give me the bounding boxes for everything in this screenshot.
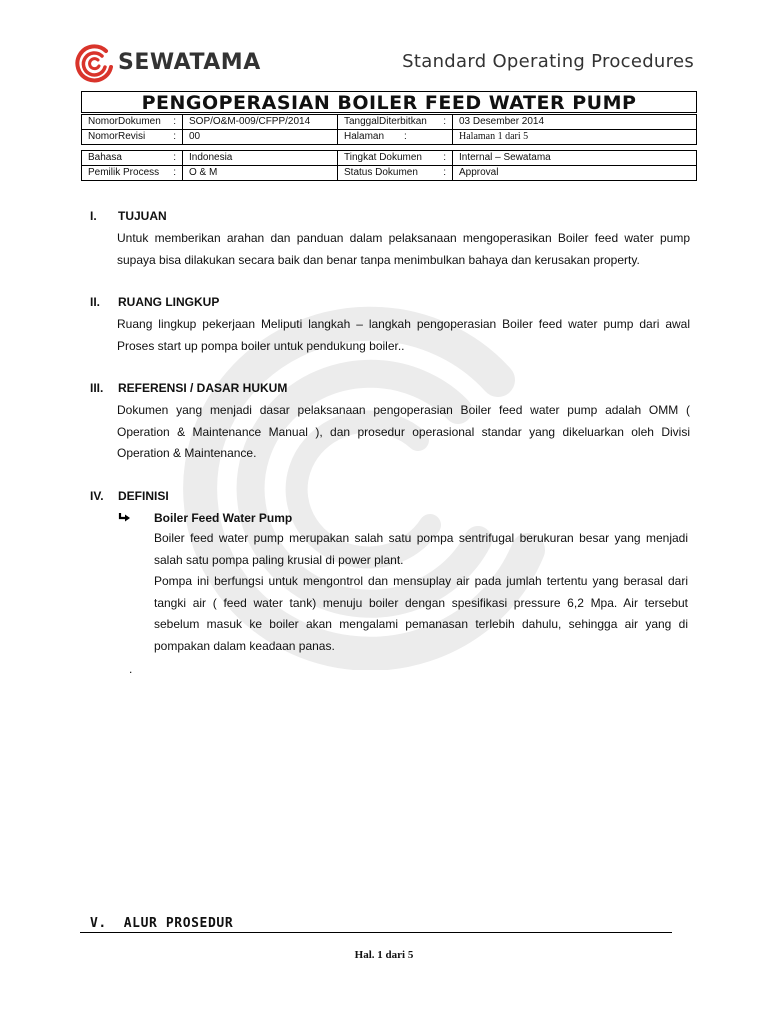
footer-divider [80,932,672,933]
halaman-value: Halaman 1 dari 5 [453,130,697,145]
page-number: Hal. 1 dari 5 [354,949,414,961]
definition-item-title: Boiler Feed Water Pump [154,511,293,525]
meta-cell: Bahasa : [82,151,183,166]
tingkat-label: Tingkat Dokumen [344,152,422,163]
section-2-number: II. [90,295,101,309]
section-3-title: REFERENSI / DASAR HUKUM [118,381,288,395]
status-value: Approval [453,166,697,181]
meta-cell: NomorRevisi : [82,130,183,145]
trailing-dot: . [129,662,133,676]
metadata-table-bottom [81,150,697,181]
nomor-dokumen-label: NomorDokumen [88,116,161,127]
status-label: Status Dokumen [344,167,418,178]
section-3-number: III. [90,381,104,395]
bahasa-label: Bahasa [88,152,122,163]
pemilik-value: O & M [183,166,338,181]
section-3-text: Dokumen yang menjadi dasar pelaksanaan pengoperasian Boiler feed water pump adalah OMM ( Operation & Maintenance Manual ), dan prosedur operasional standar yang dikeluarkan oleh Divisi Operation & Maintenance. [117,403,690,460]
document-type-heading: Standard Operating Procedures [402,51,694,72]
metadata-table-top [81,114,697,145]
meta-cell: Pemilik Process : [82,166,183,181]
meta-cell: TanggalDiterbitkan : [338,115,453,130]
halaman-label: Halaman [344,131,385,142]
nomor-dokumen-value: SOP/O&M-009/CFPP/2014 [183,115,338,130]
section-1-title: TUJUAN [118,209,167,223]
section-2-title: RUANG LINGKUP [118,295,220,309]
definition-paragraph-2: Pompa ini berfungsi untuk mengontrol dan mensuplay air pada jumlah tertentu yang berasal dari tangki air ( feed water tank) menuju boiler dengan spesifikasi pressure 6,2 Mpa. Air tersebut sebelum masuk ke boiler akan mengalami pemanasan terlebih dahulu, sehingga air yang di pompakan dalam keadaan panas. [154,574,688,653]
nomor-revisi-value: 00 [183,130,338,145]
nomor-revisi-label: NomorRevisi [88,131,146,142]
tingkat-value: Internal – Sewatama [453,151,697,166]
tanggal-value: 03 Desember 2014 [453,115,697,130]
meta-cell: Halaman : [338,130,453,145]
arrow-bullet-icon [118,512,131,524]
bahasa-value: Indonesia [183,151,338,166]
meta-cell: Status Dokumen : [338,166,453,181]
section-5-title: ALUR PROSEDUR [123,916,234,931]
section-5-number: V. [90,916,107,931]
section-1-text: Untuk memberikan arahan dan panduan dalam pelaksanaan mengoperasikan Boiler feed water pump supaya bisa dilakukan secara baik dan benar tanpa menimbulkan bahaya dan kerusakan property. [117,231,690,267]
section-2-text: Ruang lingkup pekerjaan Meliputi langkah – langkah pengoperasian Boiler feed water pump dari awal Proses start up pompa boiler untuk pendukung boiler.. [117,317,690,353]
sewatama-logo-icon [74,43,114,83]
tanggal-label: TanggalDiterbitkan [344,116,427,127]
section-5-heading [90,916,233,931]
section-4-title: DEFINISI [118,489,169,503]
meta-cell: Tingkat Dokumen : [338,151,453,166]
section-4-number: IV. [90,489,104,503]
brand-name: SEWATAMA [118,50,261,75]
section-1-number: I. [90,209,97,223]
meta-cell: NomorDokumen : [82,115,183,130]
definition-paragraph-1: Boiler feed water pump merupakan salah satu pompa sentrifugal berukuran besar yang menjadi salah satu pompa paling krusial di power plant. [154,531,688,567]
pemilik-label: Pemilik Process [88,167,160,178]
document-title: PENGOPERASIAN BOILER FEED WATER PUMP [81,91,697,113]
